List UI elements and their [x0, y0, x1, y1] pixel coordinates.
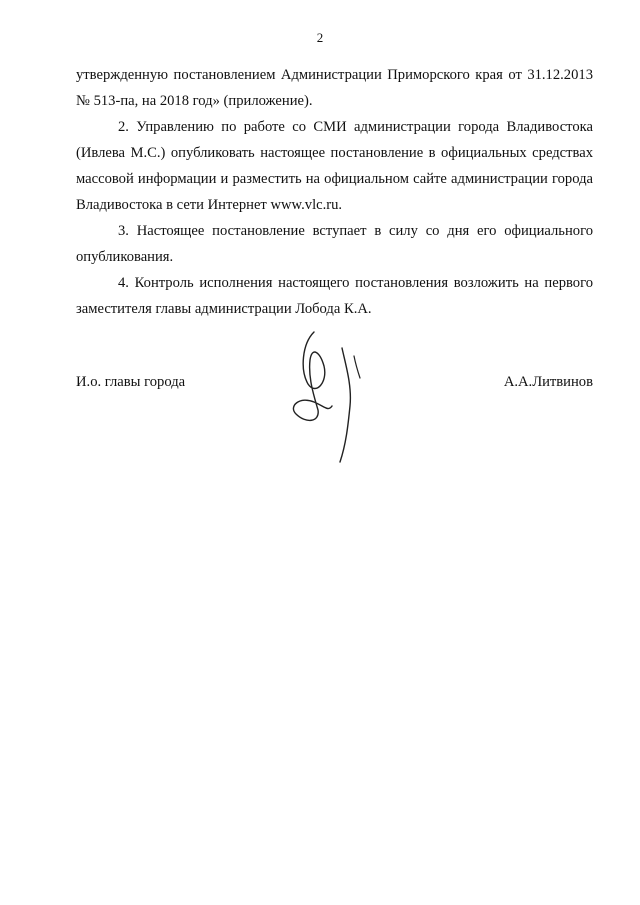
handwritten-signature [280, 326, 370, 468]
paragraph-continuation: утвержденную постановлением Администрации Приморского края от 31.12.2013 № 513-па, на 2018 год» (приложение). [76, 67, 593, 109]
paragraph-3: 3. Настоящее постановление вступает в силу со дня его официального опубликования. [76, 223, 593, 265]
signatory-position: И.о. главы города [76, 374, 186, 390]
paragraph-2: 2. Управлению по работе со СМИ администрации города Владивостока (Ивлева М.С.) опубликовать настоящее постановление в официальных средствах массовой информации и разместить на официальном сайте администрации города Владивостока в сети Интернет www.vlc.ru. [76, 119, 593, 213]
page-number: 2 [316, 30, 324, 45]
signatory-name: А.А.Литвинов [503, 374, 593, 390]
paragraph-4: 4. Контроль исполнения настоящего постановления возложить на первого заместителя главы администрации Лобода К.А. [76, 275, 593, 317]
